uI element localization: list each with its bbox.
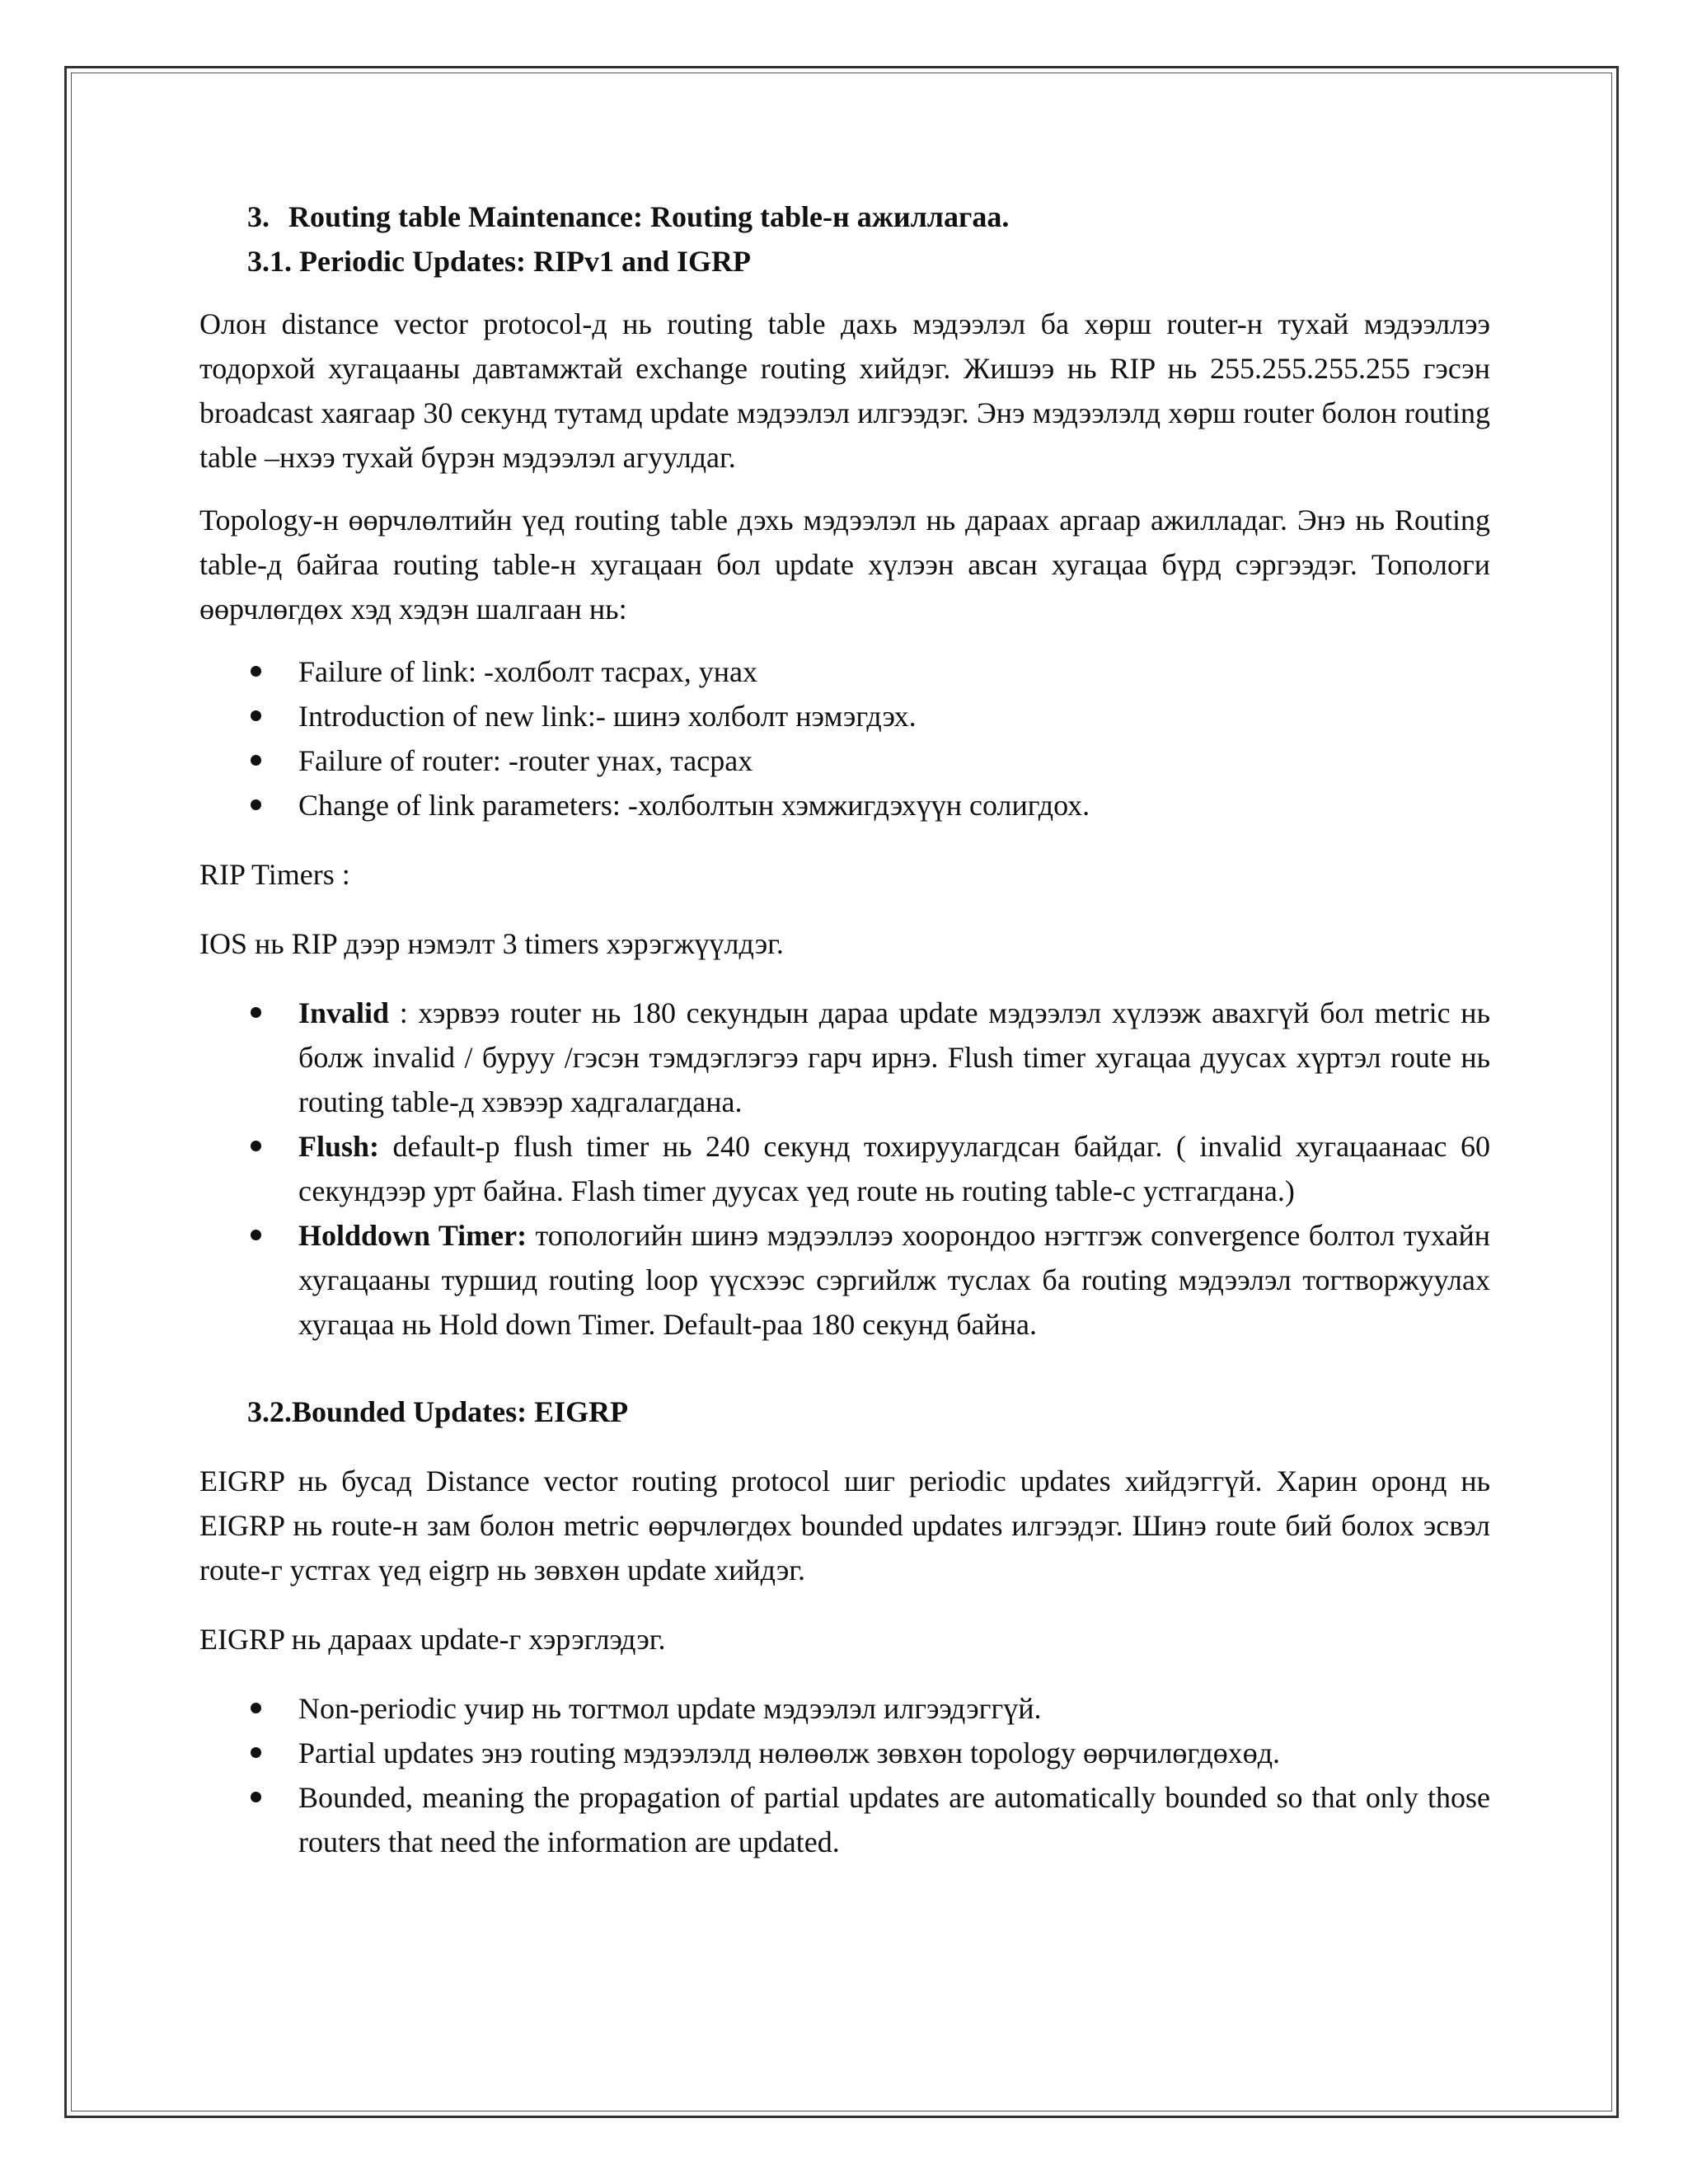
section-3-2-heading: 3.2.Bounded Updates: EIGRP — [247, 1395, 629, 1428]
section-3-title: Routing table Maintenance: Routing table-н ажиллагаа. — [288, 200, 1010, 233]
list-item-text: Non-periodic учир нь тогтмол update мэдээлэл илгээдэггүй. — [298, 1692, 1042, 1725]
list-item — [298, 738, 1490, 783]
list-item-text: Introduction of new link:- шинэ холболт нэмэгдэх. — [298, 700, 917, 733]
bullet-icon — [251, 799, 261, 810]
list-item-text: Failure of router: -router унах, тасрах — [298, 744, 753, 777]
section-3-number: 3. — [247, 200, 270, 233]
timer-description: топологийн шинэ мэдээллээ хоорондоо нэгтгэж convergence болтол тухайн хугацааны туршид routing loop үүсхээс сэргийлж туслах ба routing мэдээлэл тогтворжуулах хугацаа нь Hold down Timer. Default-раа 180 секунд байна. — [298, 1219, 1490, 1341]
section-3-2-paragraph-1: EIGRP нь бусад Distance vector routing protocol шиг periodic updates хийдэггүй. Харин оронд нь EIGRP нь route-н зам болон metric өөрчлөгдөх bounded updates илгээдэг. Шинэ route бий болох эсвэл route-г устгах үед eigrp нь зөвхөн update хийдэг. — [199, 1465, 1490, 1586]
timer-description: default-р flush timer нь 240 секунд тохируулагдсан байдаг. ( invalid хугацаанаас 60 секундээр урт байна. Flash timer дуусах үед route нь routing table-с устгагдана.) — [298, 1130, 1490, 1207]
list-item-text: Change of link parameters: -холболтын хэмжигдэхүүн солигдох. — [298, 789, 1090, 822]
list-item — [298, 649, 1490, 694]
list-item — [298, 1124, 1490, 1213]
list-item — [298, 1731, 1490, 1775]
list-item-text: Partial updates энэ routing мэдээлэлд нөлөөлж зөвхөн topology өөрчилөгдөхөд. — [298, 1736, 1281, 1769]
eigrp-features-list — [199, 1686, 1490, 1864]
list-item — [298, 1775, 1490, 1864]
section-3-1-heading: 3.1. Periodic Updates: RIPv1 and IGRP — [247, 245, 751, 278]
list-item — [298, 1213, 1490, 1347]
timer-term: Flush: — [298, 1130, 380, 1163]
bullet-icon — [251, 1007, 261, 1018]
bullet-icon — [251, 1230, 261, 1240]
bullet-icon — [251, 1141, 261, 1151]
timer-description: : хэрвээ router нь 180 секундын дараа update мэдээлэл хүлээж авахгүй бол metric нь болж invalid / буруу /гэсэн тэмдэглэгээ гарч ирнэ. Flush timer хугацаа дуусах хүртэл route нь routing table-д хэвээр хадгалагдана. — [298, 996, 1490, 1118]
bullet-icon — [251, 666, 261, 677]
rip-timers-label: RIP Timers : — [199, 858, 350, 891]
section-3-heading — [199, 194, 1490, 239]
bullet-icon — [251, 1747, 261, 1758]
section-3-2-paragraph-2: EIGRP нь дараах update-г хэрэглэдэг. — [199, 1623, 666, 1656]
list-item — [298, 991, 1490, 1124]
section-3-1-paragraph-2: Topology-н өөрчлөлтийн үед routing table дэхь мэдээлэл нь дараах аргаар ажилладаг. Энэ нь Routing table-д байгаа routing table-н хугацаан бол update хүлээн авсан хугацаа бүрд сэргээдэг. Топологи өөрчлөгдөх хэд хэдэн шалгаан нь: — [199, 504, 1490, 626]
bullet-icon — [251, 755, 261, 766]
rip-timers-list — [199, 991, 1490, 1347]
bullet-icon — [251, 710, 261, 721]
list-item — [298, 694, 1490, 738]
section-3-1-paragraph-1: Олон distance vector protocol-д нь routing table дахь мэдээлэл ба хөрш router-н тухай мэдээллээ тодорхой хугацааны давтамжтай exchange routing хийдэг. Жишээ нь RIP нь 255.255.255.255 гэсэн broadcast хаягаар 30 секунд тутамд update мэдээлэл илгээдэг. Энэ мэдээлэлд хөрш router болон routing table –нхээ тухай бүрэн мэдээлэл агуулдаг. — [199, 307, 1490, 474]
timer-term: Holddown Timer: — [298, 1219, 528, 1252]
document-page — [199, 194, 1490, 1864]
topology-change-list — [199, 649, 1490, 827]
list-item — [298, 1686, 1490, 1731]
timer-term: Invalid — [298, 996, 390, 1029]
list-item-text: Failure of link: -холболт тасрах, унах — [298, 655, 757, 688]
bullet-icon — [251, 1792, 261, 1802]
bullet-icon — [251, 1703, 261, 1713]
list-item-text: Bounded, meaning the propagation of partial updates are automatically bounded so that only those routers that need the information are updated. — [298, 1781, 1490, 1858]
list-item — [298, 783, 1490, 827]
ios-timers-line: IOS нь RIP дээр нэмэлт 3 timers хэрэгжүүлдэг. — [199, 927, 784, 960]
